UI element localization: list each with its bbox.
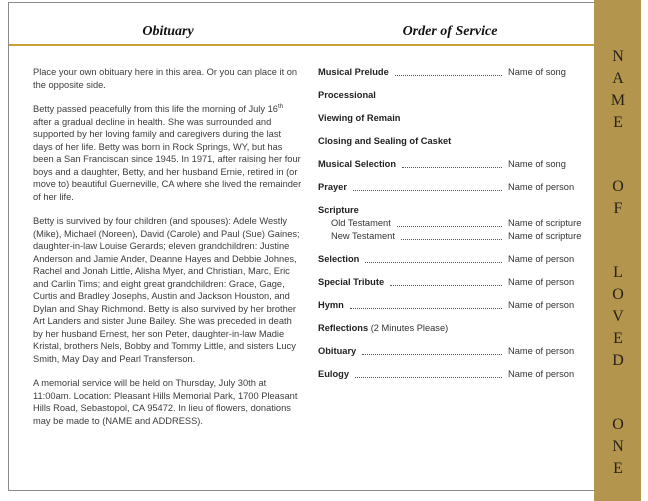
service-item-label: Musical Selection [318, 159, 397, 169]
service-row [318, 276, 584, 289]
paragraph-text: Betty passed peacefully from this life the morning of July 16 [33, 104, 278, 114]
service-item-group [318, 253, 584, 266]
service-item-value: Name of person [508, 254, 575, 264]
service-item-group [318, 181, 584, 194]
service-item-group [318, 112, 584, 125]
dotted-leader [365, 262, 502, 263]
service-item-label: Eulogy [318, 369, 349, 379]
service-row [318, 204, 584, 217]
service-item-group [318, 158, 584, 171]
service-item-note: (2 Minutes Please) [368, 323, 449, 333]
obituary-header: Obituary [142, 24, 194, 39]
obituary-paragraph [33, 103, 303, 203]
service-row [318, 181, 584, 194]
service-item-label: Processional [318, 90, 376, 100]
service-item-value: Name of person [508, 300, 575, 310]
service-item-group [318, 299, 584, 312]
service-row [318, 89, 584, 102]
service-item-group [318, 89, 584, 102]
service-item-group [318, 66, 584, 79]
service-item-value: Name of person [508, 182, 575, 192]
service-item-group [318, 135, 584, 148]
service-row [318, 345, 584, 358]
page-border-top [8, 2, 594, 3]
paragraph-text: Place your own obituary here in this area. Or you can place it on the opposite side. [33, 67, 298, 90]
service-item-value: Name of person [508, 346, 575, 356]
dotted-leader [402, 167, 502, 168]
dotted-leader [353, 190, 502, 191]
service-item-value: Name of person [508, 277, 575, 287]
service-row [318, 299, 584, 312]
service-item-value: Name of scripture [508, 231, 582, 241]
service-item-label: Obituary [318, 346, 357, 356]
obituary-paragraph [33, 215, 303, 365]
service-item-label: Reflections [318, 323, 369, 333]
service-item-label: Prayer [318, 182, 347, 192]
dotted-leader [355, 377, 502, 378]
dotted-leader [362, 354, 502, 355]
dotted-leader [390, 285, 502, 286]
paragraph-text: Betty is survived by four children (and spouses): Adele Westly (Mike), Michael (Noreen), David (Carole) and Paul (Sue) Gaines; daughter-in-law Louise Gerards; eleven grandchildren: Justine Anderson and Jamie Ander, Deanne Hayes and Debbie Johnes, Rachel and Jonah Little, Alisha Myer, and Christian, Marc, Eric and Carlin Tims; and eight great grandchildren: Grace, Gage, Curtis and Bradley Josephs, Austin and Jackson Houston, and Dylan and Shay Richmond. Betty is also survived by her brother Art Landers and sister June Bailey. She was preceded in death by her husband Ernest, her son Peter, daughter-in-law Madie Kristal, brothers Nels, Bobby and Tommy Little, and sisters Lucy Smith, May Day and Pearl Transferson. [33, 216, 300, 364]
obituary-text [33, 66, 303, 439]
service-item-label: Old Testament [331, 218, 391, 228]
service-item-value: Name of song [508, 159, 566, 169]
service-item-label: Musical Prelude [318, 67, 389, 77]
dotted-leader [395, 75, 502, 76]
service-item-label: Special Tribute [318, 277, 385, 287]
service-row [318, 230, 584, 243]
superscript-text: th [277, 102, 284, 110]
dotted-leader [397, 226, 502, 227]
gold-sidebar [594, 0, 641, 501]
service-row [318, 217, 584, 230]
page-border-bottom [8, 490, 641, 491]
dotted-leader [401, 239, 502, 240]
paragraph-text: after a gradual decline in health. She was surrounded and supported by her loving family and caregivers during the last days of her life. Betty was born in Rock Springs, WY, but has been a San Franciscan since 1945. In 1971, after raising her four boys and a daughter, Betty, and her husband Ernie, retired in (or move to) beautiful Guerneville, CA where she lived the remainder of her life. [33, 116, 302, 202]
service-item-group [318, 322, 584, 335]
service-item-value: Name of scripture [508, 218, 582, 228]
service-item-value: Name of song [508, 67, 566, 77]
loved-one-name-vertical-text: NAME OF LOVED ONE [609, 48, 627, 482]
header-gold-rule [9, 44, 594, 46]
service-item-group [318, 276, 584, 289]
service-row [318, 135, 584, 148]
service-row [318, 112, 584, 125]
service-item-label: Hymn [318, 300, 344, 310]
dotted-leader [350, 308, 502, 309]
service-row [318, 253, 584, 266]
service-item-group [318, 345, 584, 358]
page-border-left [8, 2, 9, 491]
service-row [318, 66, 584, 79]
service-item-group [318, 204, 584, 243]
service-row [318, 368, 584, 381]
obituary-paragraph [33, 66, 303, 91]
obituary-paragraph [33, 377, 303, 427]
order-of-service-list [318, 66, 584, 391]
order-of-service-header: Order of Service [402, 24, 498, 39]
service-item-value: Name of person [508, 369, 575, 379]
service-item-label: Selection [318, 254, 360, 264]
service-row [318, 158, 584, 171]
service-item-label: Scripture [318, 205, 359, 215]
paragraph-text: A memorial service will be held on Thursday, July 30th at 11:00am. Location: Pleasant Hills Memorial Park, 1700 Pleasant Hills Road, Sebastopol, CA 95472. In lieu of flowers, donations may be made to (NAME and ADDRESS). [33, 378, 298, 426]
service-item-group [318, 368, 584, 381]
service-item-label: Closing and Sealing of Casket [318, 136, 452, 146]
service-row [318, 322, 584, 335]
service-item-label: Viewing of Remain [318, 113, 401, 123]
service-item-label: New Testament [331, 231, 395, 241]
